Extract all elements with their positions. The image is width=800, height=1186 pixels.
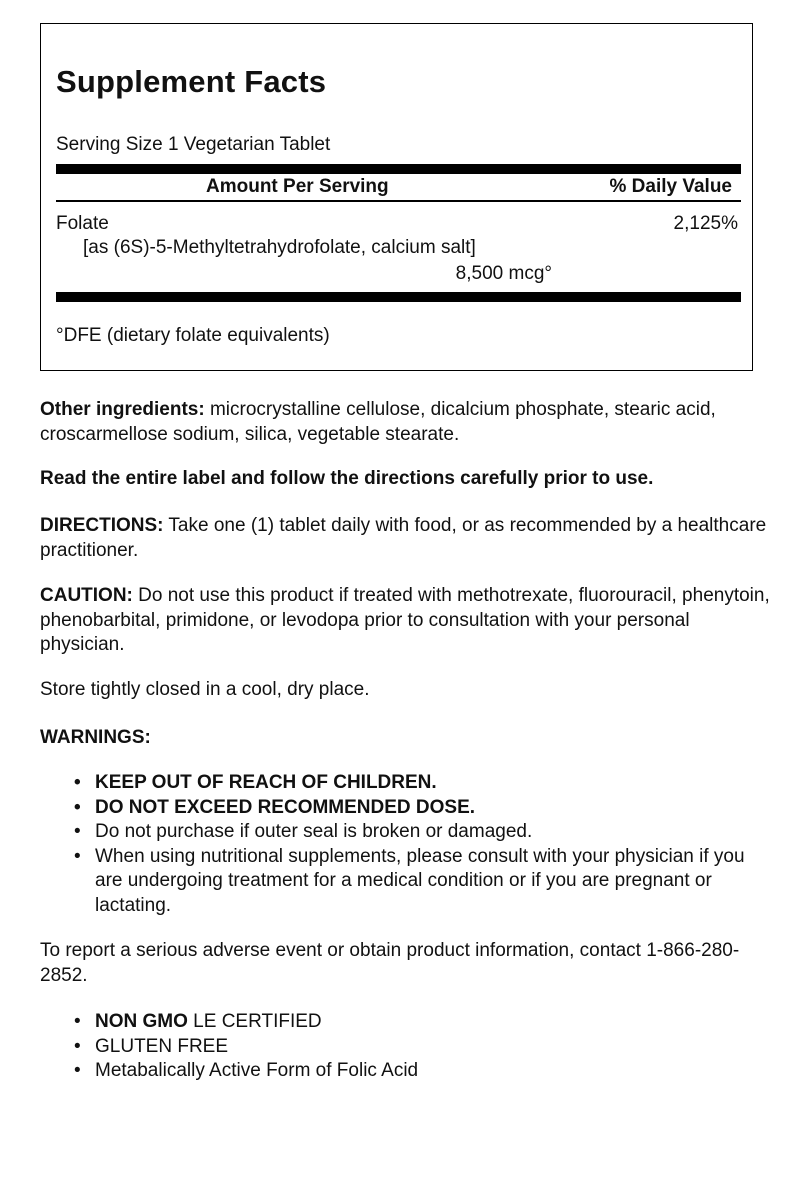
nutrient-amount: 8,500 mcg° <box>455 263 552 284</box>
daily-value-header: % Daily Value <box>609 176 732 197</box>
supplement-facts-panel <box>40 23 753 371</box>
storage-instructions: Store tightly closed in a cool, dry place. <box>40 679 370 700</box>
warnings-label: WARNINGS: <box>40 727 151 748</box>
thick-divider-top <box>56 164 741 174</box>
caution <box>40 584 770 658</box>
non-gmo-label: NON GMO <box>95 1011 188 1032</box>
caution-text: Do not use this product if treated with methotrexate, fluorouracil, phenytoin, phenobarbital, primidone, or levodopa prior to consultation with your personal physician. <box>40 585 770 655</box>
amount-per-serving-header: Amount Per Serving <box>206 176 389 197</box>
warnings-list <box>40 771 760 918</box>
other-ingredients-text: microcrystalline cellulose, dicalcium phosphate, stearic acid, croscarmellose sodium, silica, vegetable stearate. <box>40 399 716 445</box>
list-item <box>95 1010 760 1035</box>
thin-divider <box>56 200 741 202</box>
other-ingredients <box>40 398 770 447</box>
read-label-notice: Read the entire label and follow the directions carefully prior to use. <box>40 468 654 489</box>
thick-divider-bottom <box>56 292 741 302</box>
non-gmo-rest: LE CERTIFIED <box>187 1011 322 1032</box>
list-item: • When using nutritional supplements, please consult with your physician if you are undergoing treatment for a medical condition or if you are pregnant or lactating. <box>95 845 760 919</box>
list-item: • GLUTEN FREE <box>95 1035 760 1060</box>
other-ingredients-label: Other ingredients: <box>40 399 205 420</box>
directions-text: Take one (1) tablet daily with food, or as recommended by a healthcare practitioner. <box>40 515 767 561</box>
nutrient-form: [as (6S)-5-Methyltetrahydrofolate, calcium salt] <box>83 237 476 258</box>
nutrient-name: Folate <box>56 213 109 234</box>
dfe-footnote: °DFE (dietary folate equivalents) <box>56 325 330 346</box>
caution-label: CAUTION: <box>40 585 133 606</box>
list-item: • KEEP OUT OF REACH OF CHILDREN. <box>95 771 760 796</box>
claims-list <box>40 1010 760 1084</box>
supplement-facts-title: Supplement Facts <box>56 64 327 99</box>
nutrient-daily-value: 2,125% <box>673 213 738 234</box>
adverse-event-contact: To report a serious adverse event or obtain product information, contact 1-866-280-2852. <box>40 940 740 986</box>
directions <box>40 514 770 563</box>
list-item: • DO NOT EXCEED RECOMMENDED DOSE. <box>95 796 760 821</box>
directions-label: DIRECTIONS: <box>40 515 164 536</box>
serving-size: Serving Size 1 Vegetarian Tablet <box>56 134 331 155</box>
list-item: • Do not purchase if outer seal is broken or damaged. <box>95 820 760 845</box>
list-item: • Metabalically Active Form of Folic Acid <box>95 1059 760 1084</box>
